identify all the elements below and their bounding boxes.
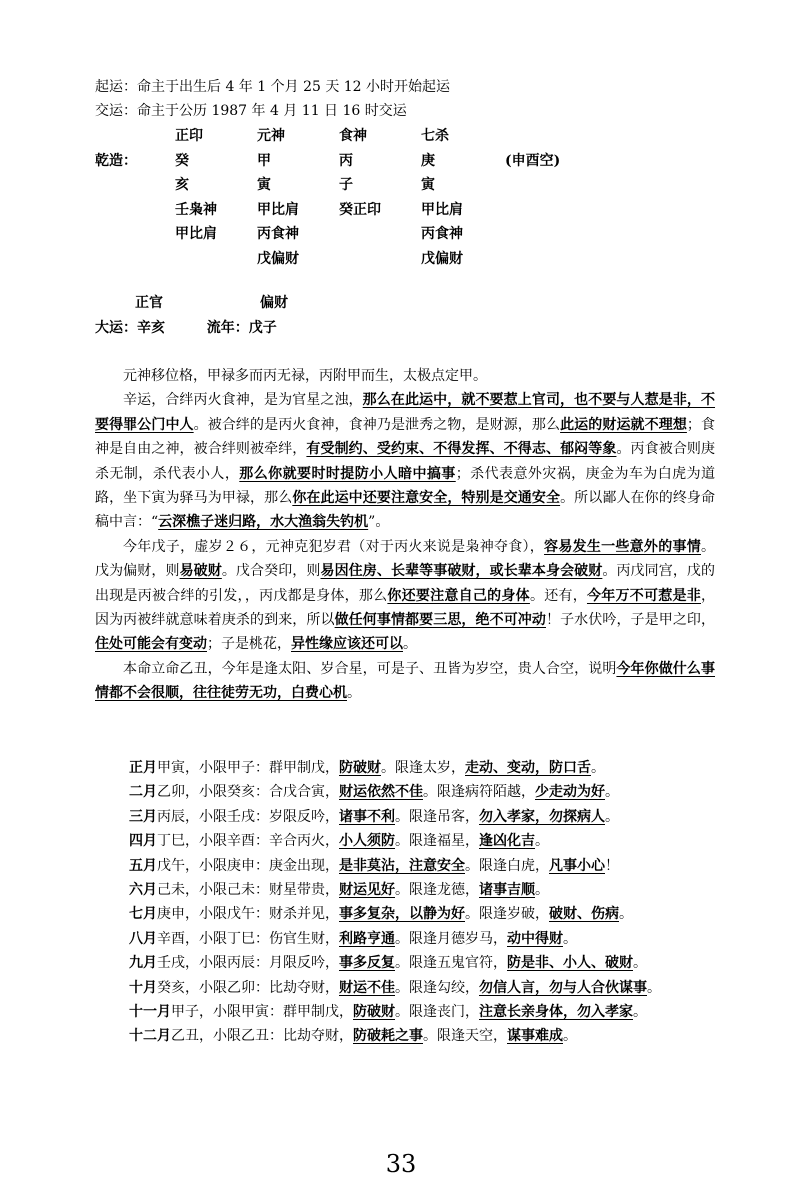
dayun-shishen: 正官 <box>135 295 163 311</box>
month-row: 八月辛酉，小限丁巳：伤官生财，利路亨通。限逢月德岁马，动中得财。 <box>129 930 577 947</box>
page-number: 33 <box>385 1150 417 1178</box>
shishen-day: 食神 <box>339 128 367 144</box>
canggan-1-hour: 甲比肩 <box>421 201 463 218</box>
month-row: 九月壬戌，小限丙辰：月限反吟，事多反复。限逢五鬼官符，防是非、小人、破财。 <box>129 955 647 972</box>
month-row: 十一月甲子，小限甲寅：群甲制戊，防破财。限逢丧门，注意长亲身体，勿入孝家。 <box>129 1004 647 1021</box>
shishen-year: 正印 <box>175 128 203 144</box>
dayun-value: 辛亥 <box>137 320 165 336</box>
shishen-row <box>95 124 715 149</box>
month-row: 六月己未，小限己未：财星带贵，财运见好。限逢龙德，诸事吉顺。 <box>129 882 549 899</box>
liunian-shishen: 偏财 <box>260 295 288 311</box>
liunian-value: 戊子 <box>248 320 277 336</box>
month-row: 五月戊午，小限庚申：庚金出现，是非莫沾，注意安全。限逢白虎，凡事小心！ <box>129 857 619 874</box>
tiangan-day: 丙 <box>339 152 353 169</box>
canggan-2-hour: 丙食神 <box>421 226 463 242</box>
shishen-hour: 七杀 <box>421 128 449 144</box>
canggan-row-1 <box>95 198 715 223</box>
canggan-1-year: 壬枭神 <box>175 201 217 218</box>
canggan-3-hour: 戊偏财 <box>421 250 463 267</box>
month-row: 三月丙辰，小限壬戌：岁限反吟，诸事不利。限逢吊客，勿入孝家，勿探病人。 <box>129 808 619 825</box>
canggan-3-month: 戊偏财 <box>257 250 299 267</box>
month-row: 十月癸亥，小限乙卯：比劫夺财，财运不佳。限逢勾绞，勿信人言，勿与人合伙谋事。 <box>129 979 661 996</box>
canggan-row-3 <box>95 247 715 272</box>
dizhi-row <box>95 173 715 198</box>
dizhi-hour: 寅 <box>421 177 435 193</box>
qianzao-label: 乾造： <box>95 152 137 169</box>
month-row: 正月甲寅，小限甲子：群甲制戊，防破财。限逢太岁，走动、变动，防口舌。 <box>129 760 605 776</box>
tiangan-row <box>95 149 715 174</box>
shishen-month: 元神 <box>257 128 285 144</box>
month-row: 七月庚申，小限戊午：财杀并见，事多复杂，以静为好。限逢岁破，破财、伤病。 <box>129 906 633 923</box>
canggan-row-2 <box>95 222 715 247</box>
dayun-liunian-line <box>95 317 277 337</box>
canggan-2-month: 丙食神 <box>257 226 299 242</box>
tiangan-month: 甲 <box>257 152 271 169</box>
liunian-label: 流年： <box>206 320 249 336</box>
canggan-2-year: 甲比肩 <box>175 226 217 242</box>
month-row: 十二月乙丑，小限乙丑：比劫夺财，防破耗之事。限逢天空，谋事难成。 <box>129 1028 577 1045</box>
paragraph-liunian: 今年戊子，虚岁２６，元神克犯岁君（对于丙火来说是枭神夺食），容易发生一些意外的事情。戊为偏财，则易破财。戊合癸印，则易因住房、长辈等事破财，或长辈本身会破财。丙戊同宫，戊的出现是丙被合绊的引发，，丙戊都是身体，那么你还要注意自己的身体。还有，今年万不可惹是非，因为丙被绊就意味着庚杀的到来，所以做任何事情都要三思，绝不可冲动！子水伏吟，子是甲之印，住处可能会有变动；子是桃花，异性缘应该还可以。 <box>95 538 716 653</box>
kongwang: (申酉空) <box>505 152 561 169</box>
analysis-text <box>95 364 715 706</box>
paragraph-dayun: 辛运，合绊丙火食神，是为官星之浊，那么在此运中，就不要惹上官司，也不要与人惹是非，不要得罪公门中人。被合绊的是丙火食神，食神乃是泄秀之物，是财源，那么此运的财运就不理想；食神是自由之神，被合绊则被牵绊，有受制约、受约束、不得发挥、不得志、郁闷等象。丙食被合则庚杀无制，杀代表小人，那么你就要时时提防小人暗中搞事；杀代表意外灾祸，庚金为车为白虎为道路，坐下寅为驿马为甲禄，那么你在此运中还要注意安全，特别是交通安全。所以鄙人在你的终身命稿中言：“云深樵子迷归路，水大渔翁失钓机”。 <box>95 392 716 531</box>
tiangan-hour: 庚 <box>421 152 435 169</box>
qiyun-line: 起运：命主于出生后 4 年 1 个月 25 天 12 小时开始起运 <box>95 79 451 95</box>
dizhi-year: 亥 <box>175 177 189 193</box>
dayun-label: 大运： <box>95 320 137 336</box>
month-row: 二月乙卯，小限癸亥：合戊合寅，财运依然不佳。限逢病符陌越，少走动为好。 <box>129 784 619 801</box>
dizhi-month: 寅 <box>257 177 271 193</box>
jiaoyun-line: 交运：命主于公历 1987 年 4 月 11 日 16 时交运 <box>95 103 407 119</box>
month-row: 四月丁巳，小限辛酉：辛合丙火，小人须防。限逢福星，逢凶化吉。 <box>129 833 549 850</box>
paragraph-geju: 元神移位格，甲禄多而丙无禄，丙附甲而生，太极点定甲。 <box>123 368 487 384</box>
canggan-1-day: 癸正印 <box>339 201 381 218</box>
bazi-chart <box>95 124 715 271</box>
paragraph-minggong: 本命立命乙丑，今年是逢太阳、岁合星，可是子、丑皆为岁空，贵人合空，说明今年你做什么事情都不会很顺，往往徒劳无功，白费心机。 <box>95 660 716 702</box>
dizhi-day: 子 <box>339 177 353 193</box>
canggan-1-month: 甲比肩 <box>257 201 299 218</box>
monthly-forecast-list <box>129 756 661 1049</box>
tiangan-year: 癸 <box>175 152 189 169</box>
